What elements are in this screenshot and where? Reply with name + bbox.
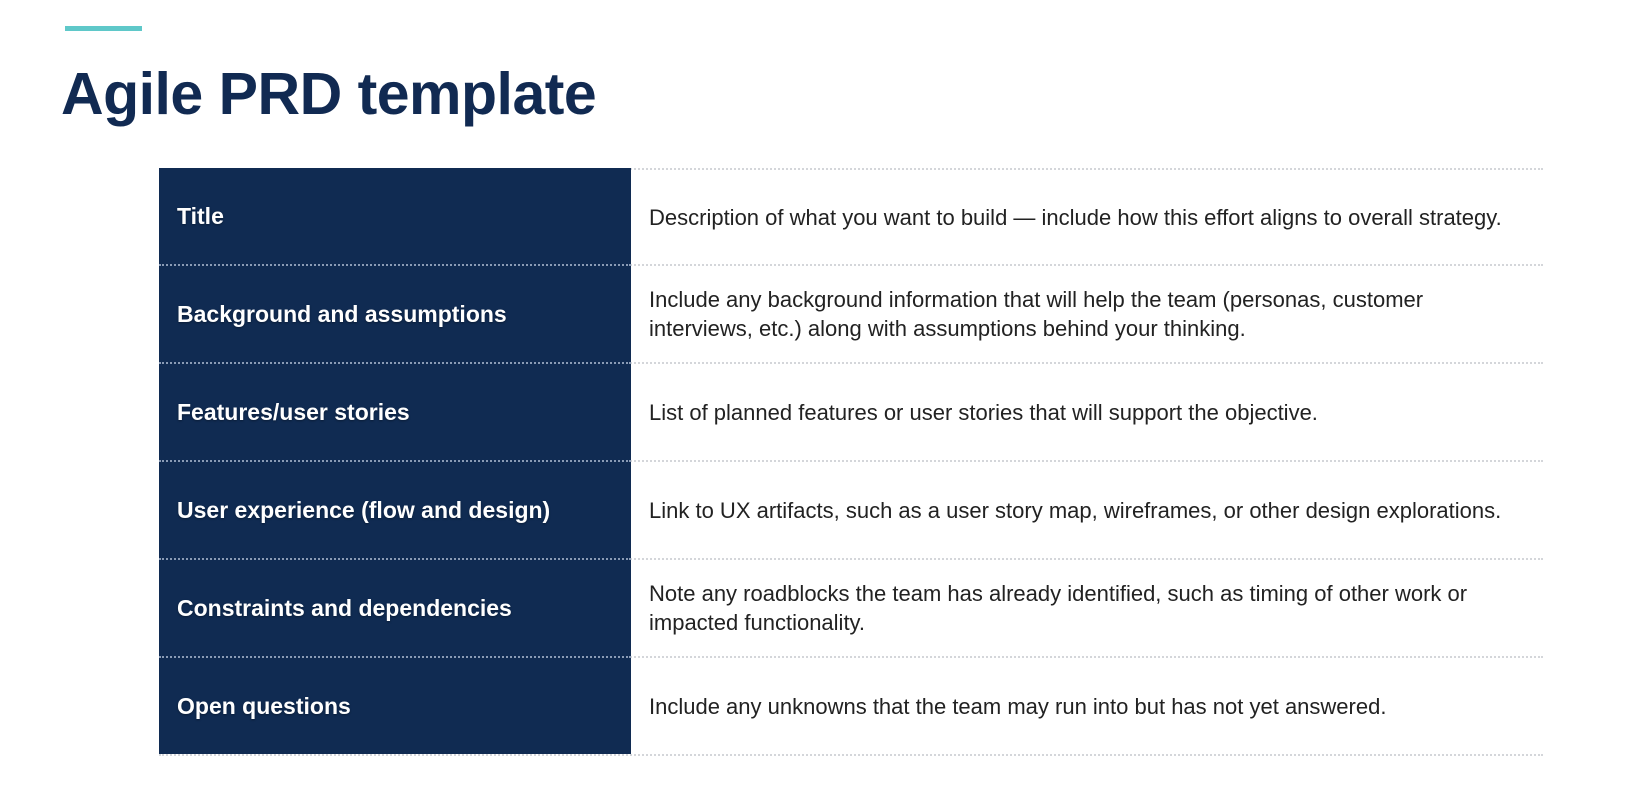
- row-label-constraints: Constraints and dependencies: [159, 560, 631, 658]
- row-label-open-questions: Open questions: [159, 658, 631, 754]
- row-description-title: Description of what you want to build — include how this effort aligns to overall strategy.: [649, 204, 1502, 230]
- table-row: [159, 364, 1543, 462]
- row-description-constraints: Note any roadblocks the team has already identified, such as timing of other work or impacted functionality.: [649, 581, 1468, 635]
- row-description-features: List of planned features or user stories that will support the objective.: [649, 399, 1318, 425]
- row-label-background: Background and assumptions: [159, 266, 631, 364]
- accent-bar: [65, 26, 142, 31]
- prd-table: [159, 168, 1543, 756]
- table-row: [159, 462, 1543, 560]
- page-title: Agile PRD template: [61, 61, 597, 127]
- row-label-features: Features/user stories: [159, 364, 631, 462]
- row-description-user-experience: Link to UX artifacts, such as a user story map, wireframes, or other design explorations.: [649, 497, 1502, 523]
- row-label-user-experience: User experience (flow and design): [159, 462, 631, 560]
- table-row: [159, 266, 1543, 364]
- row-description-background: Include any background information that will help the team (personas, customer interviews, etc.) along with assumptions behind your thinking.: [649, 287, 1424, 341]
- row-description-open-questions: Include any unknowns that the team may run into but has not yet answered.: [649, 693, 1387, 719]
- table-row: [159, 168, 1543, 266]
- table-row: [159, 560, 1543, 658]
- row-label-title: Title: [159, 168, 631, 266]
- table-row: [159, 658, 1543, 756]
